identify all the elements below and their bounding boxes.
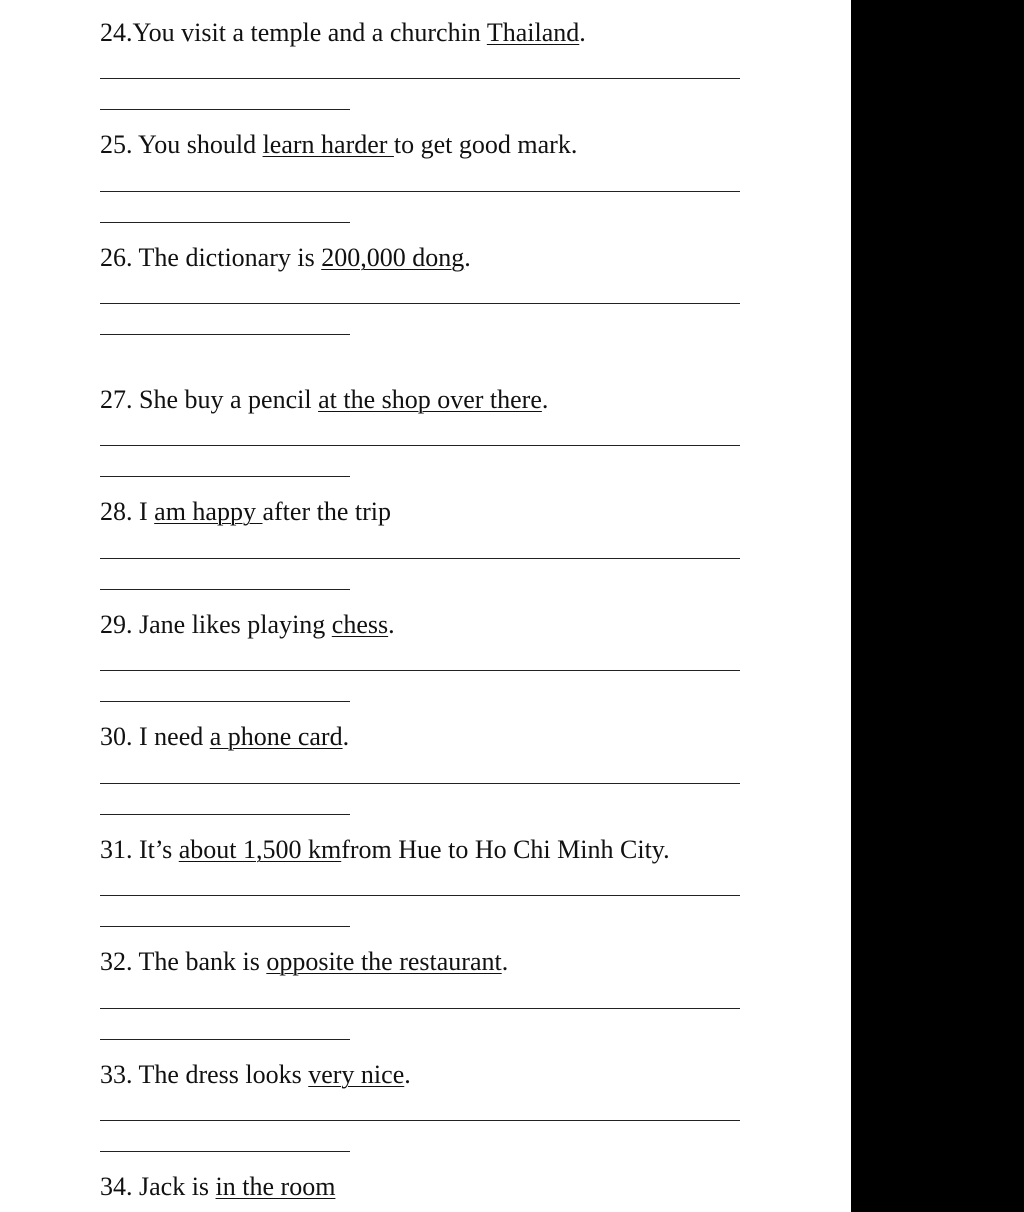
sentence-text: You visit a temple and a churchin (132, 18, 487, 47)
answer-line[interactable] (100, 783, 740, 784)
question-24 (100, 18, 800, 48)
question-sentence (100, 1172, 800, 1202)
question-number: 30. (100, 722, 133, 751)
sentence-end: . (342, 722, 350, 751)
question-32 (100, 947, 800, 977)
sentence-end: . (388, 610, 395, 639)
question-29 (100, 610, 800, 640)
question-number: 28. (100, 497, 133, 526)
answer-line-continuation[interactable] (100, 926, 350, 927)
question-sentence (100, 947, 800, 977)
question-number: 32. (100, 947, 133, 976)
answer-line[interactable] (100, 1120, 740, 1121)
answer-line-continuation[interactable] (100, 701, 350, 702)
underlined-phrase: learn harder (262, 130, 394, 159)
underlined-phrase: at the shop over there (318, 385, 542, 414)
answer-line[interactable] (100, 191, 740, 192)
answer-line-continuation[interactable] (100, 222, 350, 223)
sentence-end: . (404, 1060, 411, 1089)
sentence-text: You should (138, 130, 263, 159)
sentence-text: It’s (139, 835, 179, 864)
underlined-phrase: am happy (154, 497, 263, 526)
question-number: 34. (100, 1172, 133, 1201)
question-sentence (100, 1060, 800, 1090)
answer-line[interactable] (100, 895, 740, 896)
underlined-phrase: chess (331, 610, 389, 639)
question-sentence (100, 610, 800, 640)
answer-line[interactable] (100, 1008, 740, 1009)
answer-line[interactable] (100, 670, 740, 671)
answer-line-continuation[interactable] (100, 334, 350, 335)
question-number: 31. (100, 835, 133, 864)
question-33 (100, 1060, 800, 1090)
underlined-phrase: Thailand (486, 18, 580, 47)
question-number: 33. (100, 1060, 133, 1089)
answer-line[interactable] (100, 303, 740, 304)
answer-line-continuation[interactable] (100, 814, 350, 815)
answer-line-continuation[interactable] (100, 476, 350, 477)
sentence-end: . (579, 18, 586, 47)
sentence-text: Jane likes playing (139, 610, 332, 639)
sentence-text: The dictionary is (138, 243, 322, 272)
answer-line-continuation[interactable] (100, 109, 350, 110)
underlined-phrase: in the room (215, 1172, 336, 1201)
question-number: 24. (100, 18, 133, 47)
question-number: 29. (100, 610, 133, 639)
sentence-end: from Hue to Ho Chi Minh City. (341, 835, 670, 864)
question-sentence (100, 497, 800, 527)
answer-line-continuation[interactable] (100, 589, 350, 590)
underlined-phrase: a phone card (209, 722, 343, 751)
sentence-end: to get good mark. (393, 130, 578, 159)
answer-line[interactable] (100, 445, 740, 446)
question-sentence (100, 835, 800, 865)
question-number: 27. (100, 385, 133, 414)
underlined-phrase: very nice (308, 1060, 405, 1089)
question-number: 26. (100, 243, 133, 272)
question-31 (100, 835, 800, 865)
sentence-text: The bank is (138, 947, 267, 976)
sentence-end: after the trip (262, 497, 391, 526)
sentence-text: I (139, 497, 155, 526)
question-27 (100, 385, 800, 415)
question-number: 25. (100, 130, 133, 159)
underlined-phrase: 200,000 dong (321, 243, 465, 272)
question-28 (100, 497, 800, 527)
question-sentence (100, 385, 800, 415)
underlined-phrase: opposite the restaurant (266, 947, 502, 976)
question-30 (100, 722, 800, 752)
question-sentence (100, 130, 800, 160)
question-34 (100, 1172, 800, 1202)
sentence-end: . (541, 385, 549, 414)
question-sentence (100, 243, 800, 273)
question-26 (100, 243, 800, 273)
sentence-end: . (501, 947, 509, 976)
sentence-text: The dress looks (138, 1060, 309, 1089)
sentence-text: I need (139, 722, 210, 751)
question-sentence (100, 722, 800, 752)
sentence-text: She buy a pencil (139, 385, 319, 414)
sentence-end: . (464, 243, 471, 272)
sentence-text: Jack is (139, 1172, 216, 1201)
answer-line-continuation[interactable] (100, 1039, 350, 1040)
answer-line[interactable] (100, 78, 740, 79)
question-sentence (100, 18, 800, 48)
black-side-bar (851, 0, 1024, 1212)
question-25 (100, 130, 800, 160)
underlined-phrase: about 1,500 km (178, 835, 342, 864)
answer-line-continuation[interactable] (100, 1151, 350, 1152)
answer-line[interactable] (100, 558, 740, 559)
